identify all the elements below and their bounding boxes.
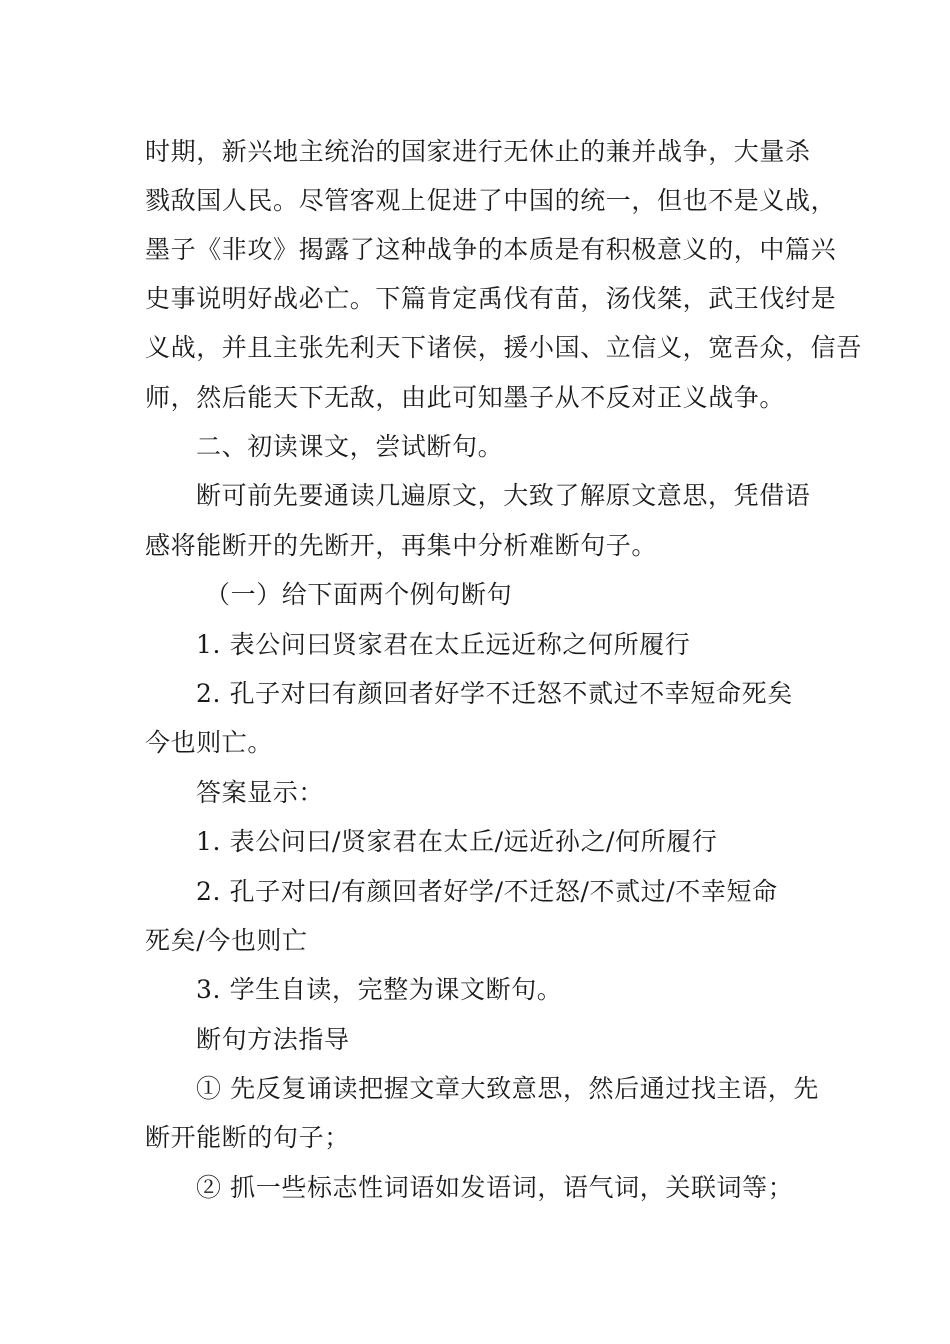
answer-line: 死矣/今也则亡 xyxy=(145,926,308,955)
method-heading: 断句方法指导 xyxy=(196,1025,350,1054)
answer-heading: 答案显示： xyxy=(196,778,325,807)
paragraph-line: 墨子《非攻》揭露了这种战争的本质是有积极意义的，中篇兴 xyxy=(145,235,837,264)
example-line: 1. 表公问曰贤家君在太丘远近称之何所履行 xyxy=(196,630,691,659)
paragraph-line: 断可前先要通读几遍原文，大致了解原文意思，凭借语 xyxy=(196,481,811,510)
method-item: 断开能断的句子； xyxy=(145,1123,350,1152)
subsection-heading: （一）给下面两个例句断句 xyxy=(205,580,513,609)
example-line: 2. 孔子对曰有颜回者好学不迁怒不贰过不幸短命死矣 xyxy=(196,679,793,708)
paragraph-line: 戮敌国人民。尽管客观上促进了中国的统一，但也不是义战， xyxy=(145,186,837,215)
paragraph-line: 义战，并且主张先利天下诸侯，援小国、立信义，宽吾众，信吾 xyxy=(145,333,862,362)
answer-line: 2. 孔子对曰/有颜回者好学/不迁怒/不贰过/不幸短命 xyxy=(196,877,778,906)
paragraph-line: 史事说明好战必亡。下篇肯定禹伐有苗，汤伐桀，武王伐纣是 xyxy=(145,284,837,313)
answer-line: 1. 表公问曰/贤家君在太丘/远近孙之/何所履行 xyxy=(196,827,718,856)
section-heading: 二、初读课文，尝试断句。 xyxy=(196,432,504,461)
example-line: 今也则亡。 xyxy=(145,728,274,757)
paragraph-line: 3. 学生自读，完整为课文断句。 xyxy=(196,975,563,1004)
paragraph-line: 感将能断开的先断开，再集中分析难断句子。 xyxy=(145,531,658,560)
method-item: ① 先反复诵读把握文章大致意思，然后通过找主语，先 xyxy=(196,1074,819,1103)
paragraph-line: 师，然后能天下无敌，由此可知墨子从不反对正义战争。 xyxy=(145,383,786,412)
method-item: ② 抓一些标志性词语如发语词，语气词，关联词等； xyxy=(196,1173,794,1202)
paragraph-line: 时期，新兴地主统治的国家进行无休止的兼并战争，大量杀 xyxy=(145,137,811,166)
